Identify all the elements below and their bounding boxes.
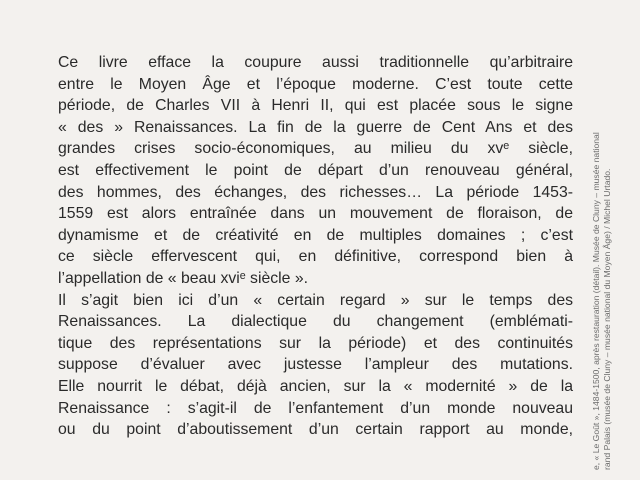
text-line: entre le Moyen Âge et l’époque moderne. C’est toute cette: [58, 75, 573, 93]
photo-credit-line-2: rand Palais (musée de Cluny – musée national du Moyen Âge) / Michel Urtado.: [602, 168, 612, 470]
body-text: [58, 52, 573, 441]
photo-credit-line-1: e, « Le Goût », 1484-1500, après restauration (détail). Musée de Cluny – musée national: [591, 132, 601, 470]
text-line: Ce livre efface la coupure aussi traditionnelle qu’arbitraire: [58, 54, 573, 71]
text-line: Renaissances. La dialectique du changement (emblémati-: [58, 313, 573, 331]
text-line: « des » Renaissances. La fin de la guerre de Cent Ans et des: [58, 118, 573, 136]
text-line: Elle nourrit le débat, déjà ancien, sur la « modernité » de la: [58, 377, 573, 395]
text-line: Renaissance : s’agit-il de l’enfantement d’un monde nouveau: [58, 399, 573, 417]
paragraph-1: [58, 52, 573, 290]
text-line: dynamisme et de créativité en de multiples domaines ; c’est: [58, 226, 573, 244]
text-line: ou du point d’aboutissement d’un certain rapport au monde,: [58, 421, 573, 439]
text-line: grandes crises socio-économiques, au milieu du xvᵉ siècle,: [58, 140, 573, 158]
text-line: Il s’agit bien ici d’un « certain regard » sur le temps des: [58, 291, 573, 309]
text-line: des hommes, des échanges, des richesses… La période 1453-: [58, 183, 573, 201]
text-line: l’appellation de « beau xviᵉ siècle ».: [58, 269, 309, 287]
text-line: suppose d’évaluer avec justesse l’ampleur des mutations.: [58, 356, 573, 374]
text-line: tique des représentations sur la période) et des continuités: [58, 334, 573, 352]
text-line: est effectivement le point de départ d’un renouveau général,: [58, 161, 573, 179]
paragraph-2: [58, 290, 573, 441]
text-line: ce siècle effervescent qui, en définitive, correspond bien à: [58, 248, 573, 266]
photo-credit: [591, 10, 613, 470]
text-line: 1559 est alors entraînée dans un mouvement de floraison, de: [58, 205, 573, 223]
text-line: période, de Charles VII à Henri II, qui est placée sous le signe: [58, 97, 573, 115]
